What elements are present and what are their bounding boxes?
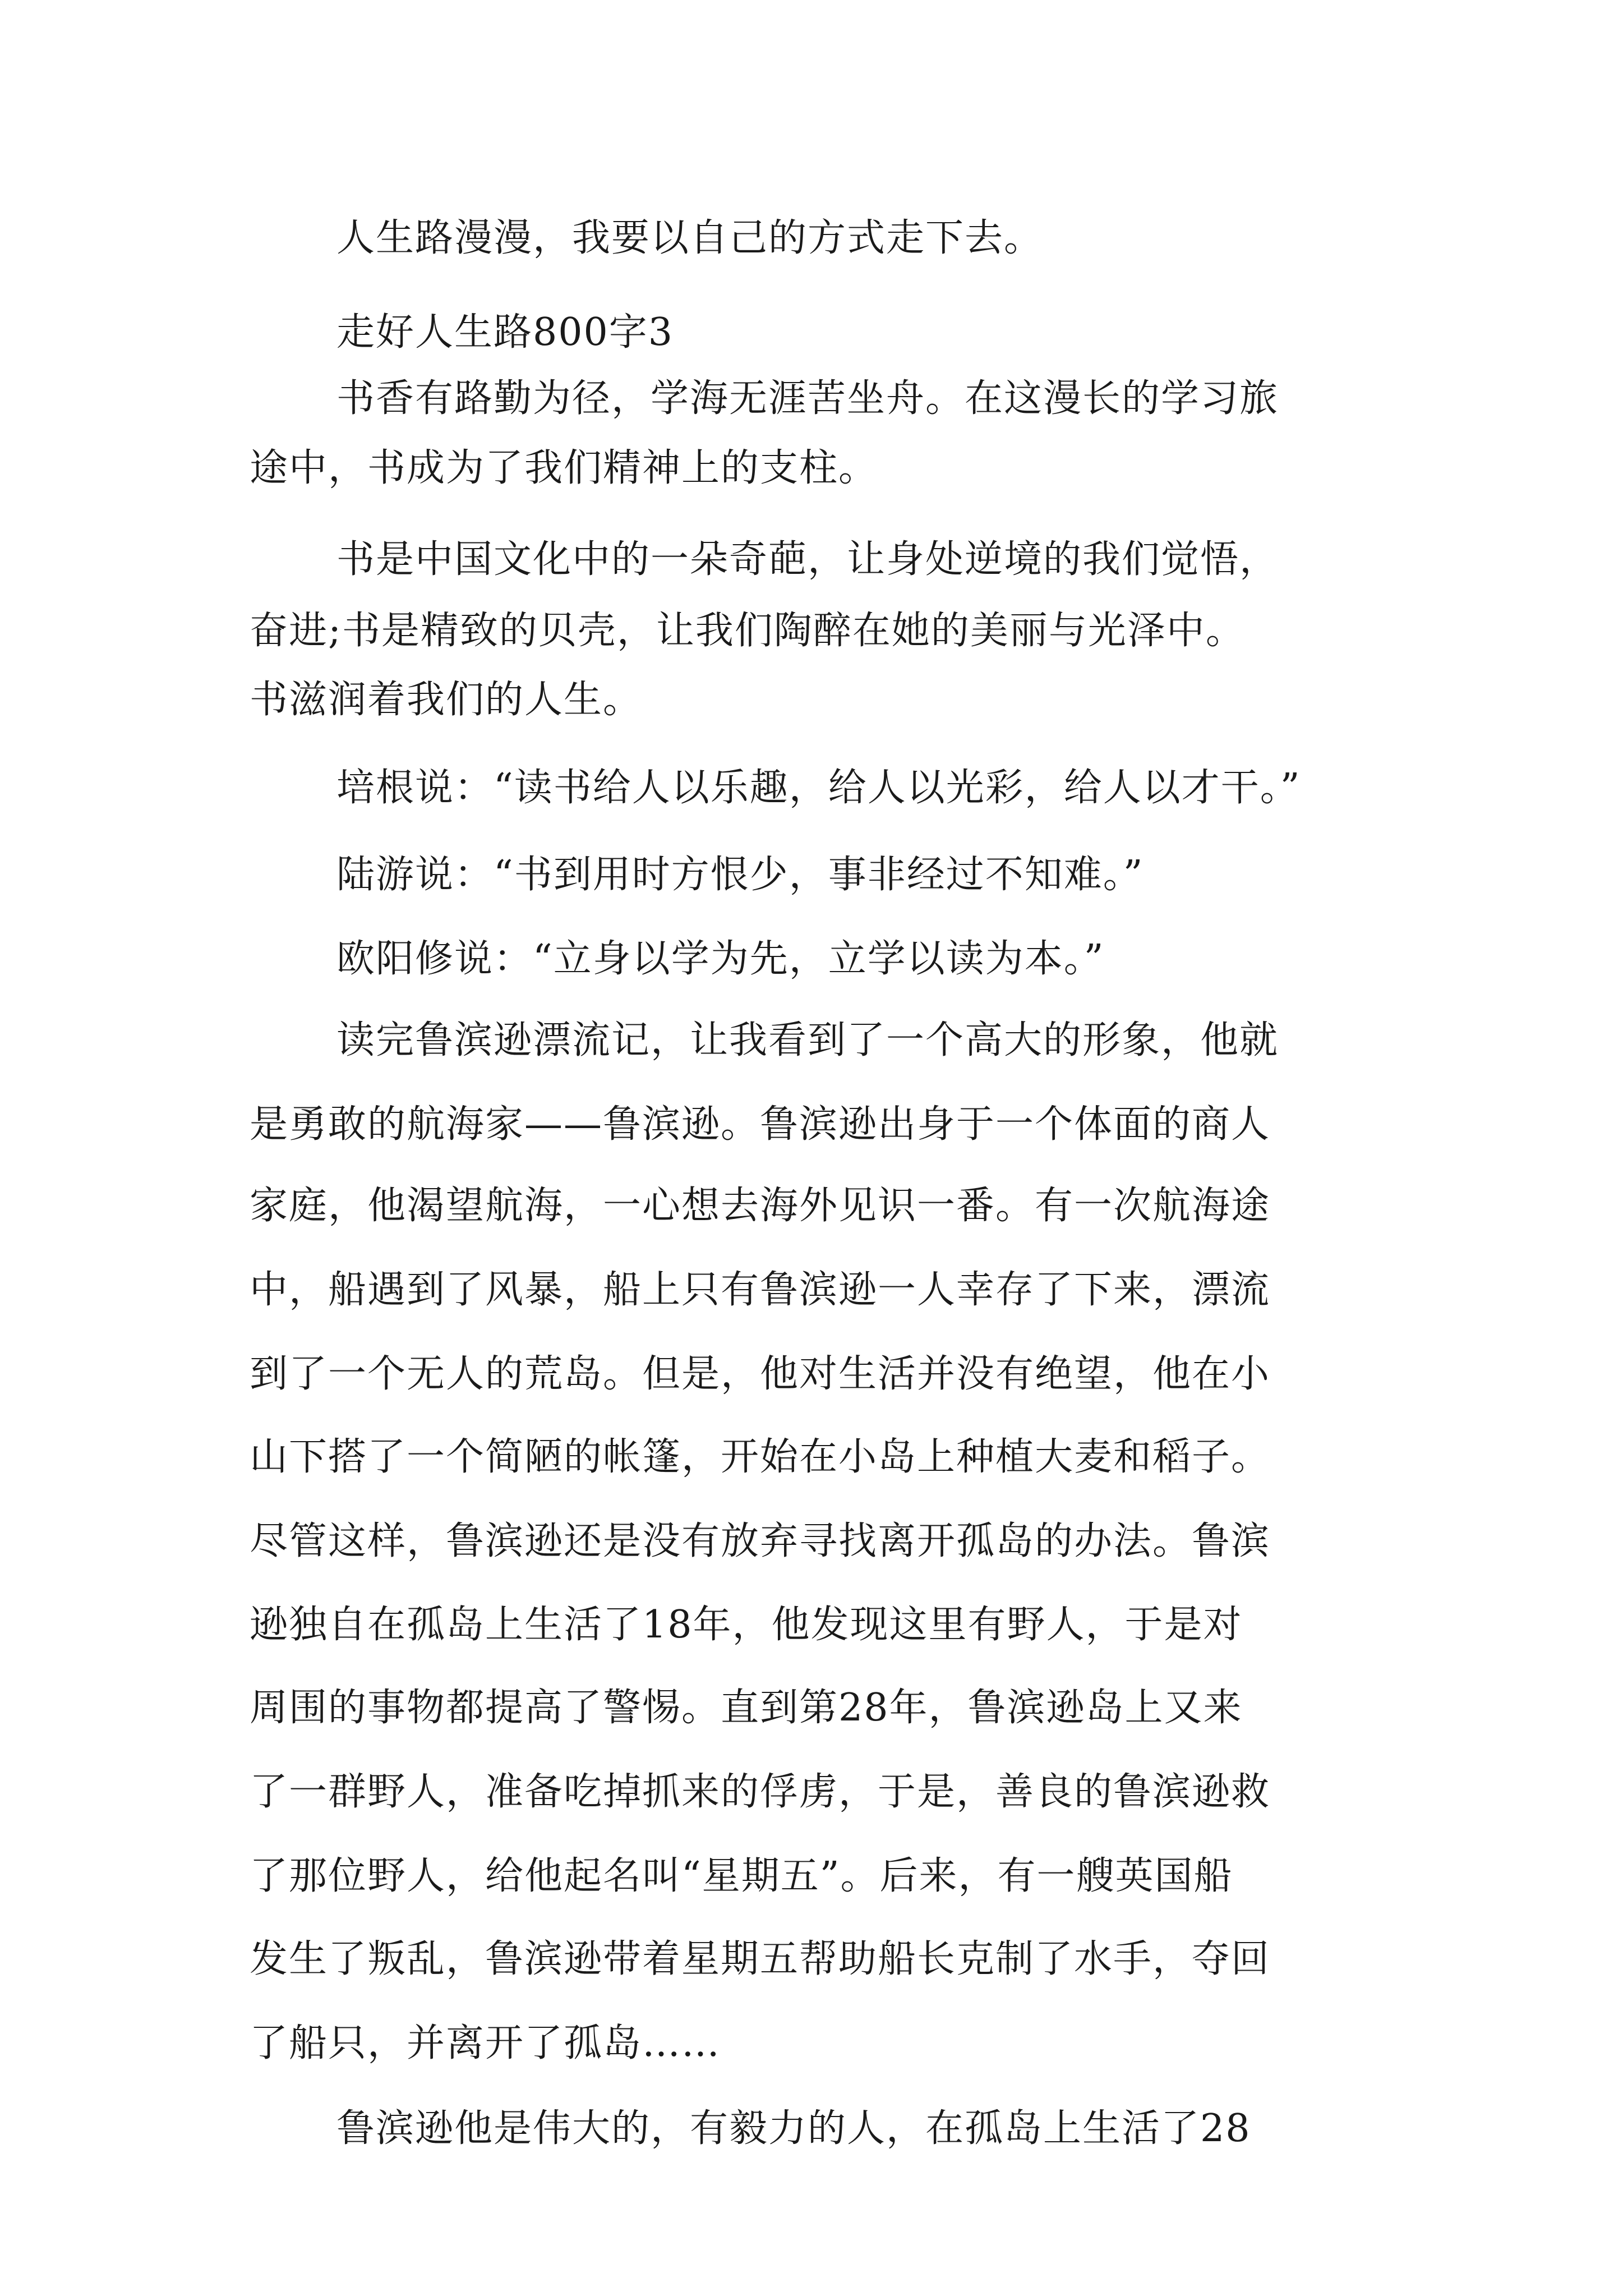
text-line: 逊独自在孤岛上生活了18年，他发现这里有野人，于是对 bbox=[250, 1603, 1243, 1647]
text-line: 家庭，他渴望航海，一心想去海外见识一番。有一次航海途 bbox=[250, 1184, 1271, 1228]
quote-line: 欧阳修说：“立身以学为先，立学以读为本。” bbox=[336, 937, 1105, 981]
text-line: 途中，书成为了我们精神上的支柱。 bbox=[250, 446, 878, 490]
text-line: 鲁滨逊他是伟大的，有毅力的人，在孤岛上生活了28 bbox=[336, 2106, 1251, 2151]
text-line: 人生路漫漫，我要以自己的方式走下去。 bbox=[336, 216, 1044, 260]
text-line: 到了一个无人的荒岛。但是，他对生活并没有绝望，他在小 bbox=[250, 1352, 1271, 1396]
text-line: 了一群野人，准备吃掉抓来的俘虏，于是，善良的鲁滨逊救 bbox=[250, 1770, 1271, 1814]
quote-line: 陆游说：“书到用时方恨少，事非经过不知难。” bbox=[336, 853, 1144, 897]
section-heading: 走好人生路800字3 bbox=[336, 310, 674, 355]
text-line: 了船只，并离开了孤岛…… bbox=[250, 2021, 721, 2065]
text-line: 是勇敢的航海家——鲁滨逊。鲁滨逊出身于一个体面的商人 bbox=[250, 1102, 1271, 1147]
text-line: 书香有路勤为径，学海无涯苦坐舟。在这漫长的学习旅 bbox=[336, 376, 1279, 421]
text-line: 书滋润着我们的人生。 bbox=[250, 678, 643, 722]
text-line: 读完鲁滨逊漂流记，让我看到了一个高大的形象，他就 bbox=[336, 1018, 1279, 1062]
text-line: 山下搭了一个简陋的帐篷，开始在小岛上种植大麦和稻子。 bbox=[250, 1435, 1271, 1479]
text-line: 周围的事物都提高了警惕。直到第28年，鲁滨逊岛上又来 bbox=[250, 1686, 1243, 1730]
text-line: 尽管这样，鲁滨逊还是没有放弃寻找离开孤岛的办法。鲁滨 bbox=[250, 1519, 1271, 1563]
text-line: 中，船遇到了风暴，船上只有鲁滨逊一人幸存了下来，漂流 bbox=[250, 1268, 1271, 1312]
quote-line: 培根说：“读书给人以乐趣，给人以光彩，给人以才干。” bbox=[336, 766, 1301, 810]
text-line: 了那位野人，给他起名叫“星期五”。后来，有一艘英国船 bbox=[250, 1854, 1233, 1898]
text-line: 发生了叛乱，鲁滨逊带着星期五帮助船长克制了水手，夺回 bbox=[250, 1937, 1271, 1981]
text-line: 奋进;书是精致的贝壳，让我们陶醉在她的美丽与光泽中。 bbox=[250, 609, 1245, 653]
text-line: 书是中国文化中的一朵奇葩，让身处逆境的我们觉悟， bbox=[336, 537, 1279, 582]
